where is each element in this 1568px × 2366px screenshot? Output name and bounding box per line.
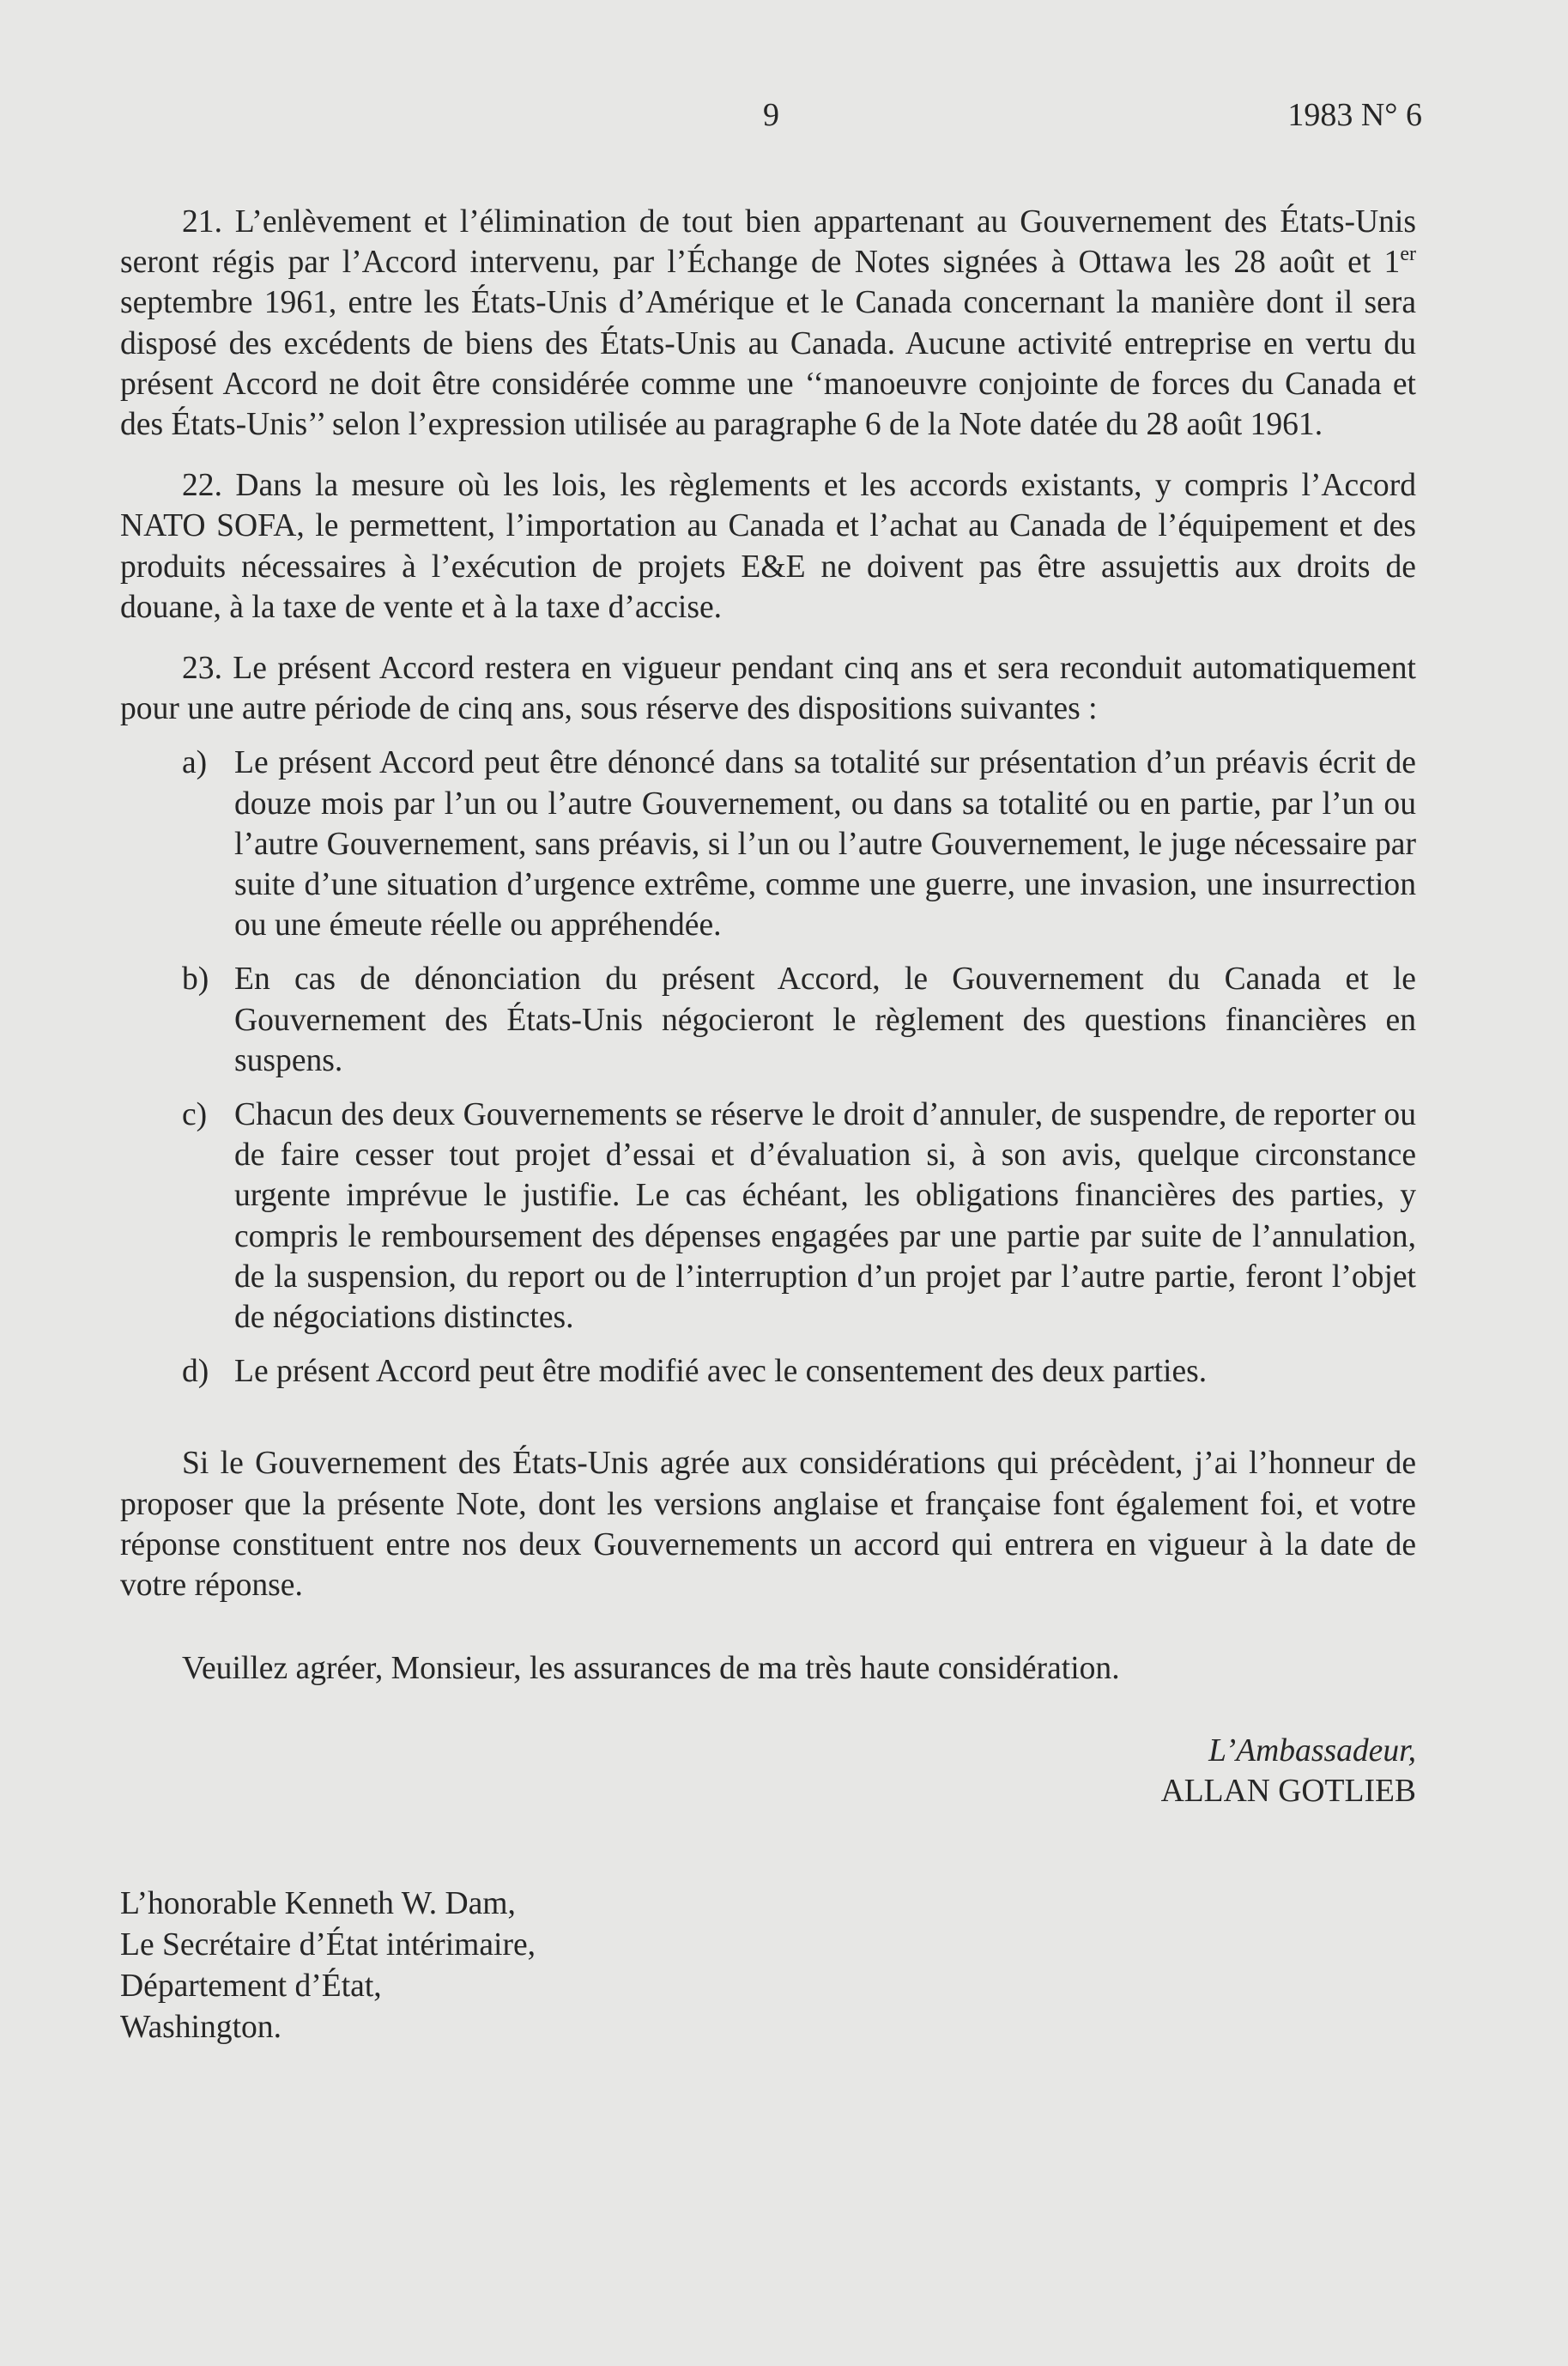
item-label: c) xyxy=(182,1097,208,1133)
ordinal-superscript: er xyxy=(1400,243,1416,266)
list-item xyxy=(120,743,1416,945)
item-text: Le présent Accord peut être modifié avec le consentement des deux parties. xyxy=(234,1354,1208,1390)
list-item xyxy=(120,1351,1416,1392)
item-text: Chacun des deux Gouvernements se réserve le droit d’annuler, de suspendre, de reporter ou de faire cesser tout projet d’essai et d’évaluation si, à son avis, quelque circonstance urgente imprévue le justifie. Le cas échéant, les obligations financières des parties, y compris le remboursement des dépenses engagées par une partie par suite de l’annulation, de la suspension, du report ou de l’interruption d’un projet par l’autre partie, feront l’objet de négociations distinctes. xyxy=(234,1097,1416,1336)
list-item xyxy=(120,959,1416,1081)
addressee-line: L’honorable Kenneth W. Dam, xyxy=(120,1885,516,1921)
signatory-name: ALLAN GOTLIEB xyxy=(1160,1773,1416,1809)
signatory-title: L’Ambassadeur, xyxy=(1208,1732,1416,1768)
paragraph-21-text-end: septembre 1961, entre les États-Unis d’Amérique et le Canada concernant la manière dont il sera disposé des excédents de biens des États-Unis au Canada. Aucune activité entreprise en vertu du présent Accord ne doit être considérée comme une ‘‘manoeuvre conjointe de forces du Canada et des États-Unis’’ selon l’expression utilisée au paragraphe 6 de la Note datée du 28 août 1961. xyxy=(120,285,1416,443)
item-label: a) xyxy=(182,745,208,781)
page-number: 9 xyxy=(763,97,779,133)
paragraph-22: 22. Dans la mesure où les lois, les règlements et les accords existants, y compris l’Accord NATO SOFA, le permettent, l’importation au Canada et l’achat au Canada de l’équipement et des produits nécessaires à l’exécution de projets E&E ne doivent pas être assujettis aux droits de douane, à la taxe de vente et à la taxe d’accise. xyxy=(120,468,1416,625)
document-body xyxy=(120,202,1416,2048)
closing-salutation: Veuillez agréer, Monsieur, les assurances de ma très haute considération. xyxy=(182,1651,1120,1687)
addressee-line: Département d’État, xyxy=(120,1968,382,2004)
item-label: b) xyxy=(182,962,209,998)
addressee-block xyxy=(120,1884,1416,2048)
paragraph-21-text-start: 21. L’enlèvement et l’élimination de tout bien appartenant au Gouvernement des États-Unis seront régis par l’Accord intervenu, par l’Échange de Notes signées à Ottawa les 28 août et 1 xyxy=(120,204,1416,281)
paragraph-23: 23. Le présent Accord restera en vigueur pendant cinq ans et sera reconduit automatiquement pour une autre période de cinq ans, sous réserve des dispositions suivantes : xyxy=(120,651,1416,727)
closing-proposal: Si le Gouvernement des États-Unis agrée aux considérations qui précèdent, j’ai l’honneur de proposer que la présente Note, dont les versions anglaise et française font également foi, et votre réponse constituent entre nos deux Gouvernements un accord qui entrera en vigueur à la date de votre réponse. xyxy=(120,1446,1416,1604)
treaty-reference: 1983 N° 6 xyxy=(1287,97,1422,133)
signature-block xyxy=(120,1731,1416,1811)
provisions-list xyxy=(120,743,1416,1392)
list-item xyxy=(120,1095,1416,1338)
page-header xyxy=(120,96,1422,148)
addressee-line: Washington. xyxy=(120,2009,282,2045)
item-text: Le présent Accord peut être dénoncé dans sa totalité sur présentation d’un préavis écrit de douze mois par l’un ou l’autre Gouvernement, ou dans sa totalité ou en partie, par l’un ou l’autre Gouvernement, sans préavis, si l’un ou l’autre Gouvernement, le juge nécessaire par suite d’une situation d’urgence extrême, comme une guerre, une invasion, une insurrection ou une émeute réelle ou appréhendée. xyxy=(234,745,1416,943)
item-text: En cas de dénonciation du présent Accord, le Gouvernement du Canada et le Gouvernement des États-Unis négocieront le règlement des questions financières en suspens. xyxy=(234,962,1416,1078)
addressee-line: Le Secrétaire d’État intérimaire, xyxy=(120,1926,536,1963)
item-label: d) xyxy=(182,1354,209,1390)
paragraph-21 xyxy=(120,202,1416,445)
